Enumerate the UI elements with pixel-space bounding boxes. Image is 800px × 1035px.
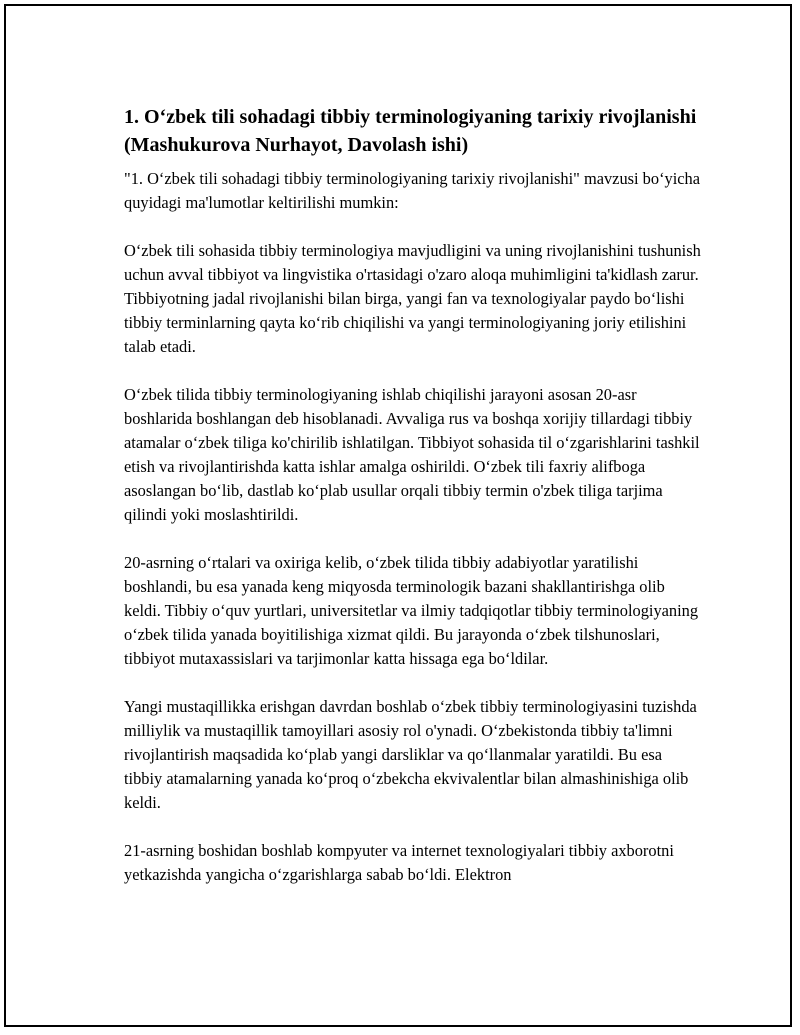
page-frame [4, 4, 792, 1027]
paragraph-intro: "1. O‘zbek tili sohadagi tibbiy terminologiyaning tarixiy rivojlanishi" mavzusi bo‘yicha quyidagi ma'lumotlar keltirilishi mumkin: [124, 169, 701, 212]
document-title: 1. O‘zbek tili sohadagi tibbiy terminologiyaning tarixiy rivojlanishi (Mashukurova Nurhayot, Davolash ishi) [124, 106, 697, 156]
paragraph-2: O‘zbek tilida tibbiy terminologiyaning ishlab chiqilishi jarayoni asosan 20-asr boshlarida boshlangan deb hisoblanadi. Avvaliga rus va boshqa xorijiy tillardagi tibbiy atamalar o‘zbek tiliga ko'chirilib ishlatilgan. Tibbiyot sohasida til o‘zgarishlarini tashkil etish va rivojlantirishda katta ishlar amalga oshirildi. O‘zbek tili faxriy alifboga asoslangan bo‘lib, dastlab ko‘plab usullar orqali tibbiy termin o'zbek tiliga tarjima qilindi yoki moslashtirildi. [124, 385, 700, 524]
paragraph-1: O‘zbek tili sohasida tibbiy terminologiya mavjudligini va uning rivojlanishini tushunish uchun avval tibbiyot va lingvistika o'rtasidagi o'zaro aloqa muhimligini ta'kidlash zarur. Tibbiyotning jadal rivojlanishi bilan birga, yangi fan va texnologiyalar paydo bo‘lishi tibbiy terminlarning qayta ko‘rib chiqilishi va yangi terminologiyaning joriy etilishini talab etadi. [124, 241, 701, 356]
document-body [124, 103, 704, 911]
paragraph-5: 21-asrning boshidan boshlab kompyuter va internet texnologiyalari tibbiy axborotni yetkazishda yangicha o‘zgarishlarga sabab bo‘ldi. Elektron [124, 841, 674, 884]
paragraph-3: 20-asrning o‘rtalari va oxiriga kelib, o‘zbek tilida tibbiy adabiyotlar yaratilishi boshlandi, bu esa yanada keng miqyosda terminologik bazani shakllantirishga olib keldi. Tibbiy o‘quv yurtlari, universitetlar va ilmiy tadqiqotlar tibbiy terminologiyaning o‘zbek tilida yanada boyitilishiga xizmat qildi. Bu jarayonda o‘zbek tilshunoslari, tibbiyot mutaxassislari va tarjimonlar katta hissaga ega bo‘ldilar. [124, 553, 699, 668]
paragraph-4: Yangi mustaqillikka erishgan davrdan boshlab o‘zbek tibbiy terminologiyasini tuzishda milliylik va mustaqillik tamoyillari asosiy rol o'ynadi. O‘zbekistonda tibbiy ta'limni rivojlantirish maqsadida ko‘plab yangi darsliklar va qo‘llanmalar yaratildi. Bu esa tibbiy atamalarning yanada ko‘proq o‘zbekcha ekvivalentlar bilan almashinishiga olib keldi. [124, 697, 697, 812]
